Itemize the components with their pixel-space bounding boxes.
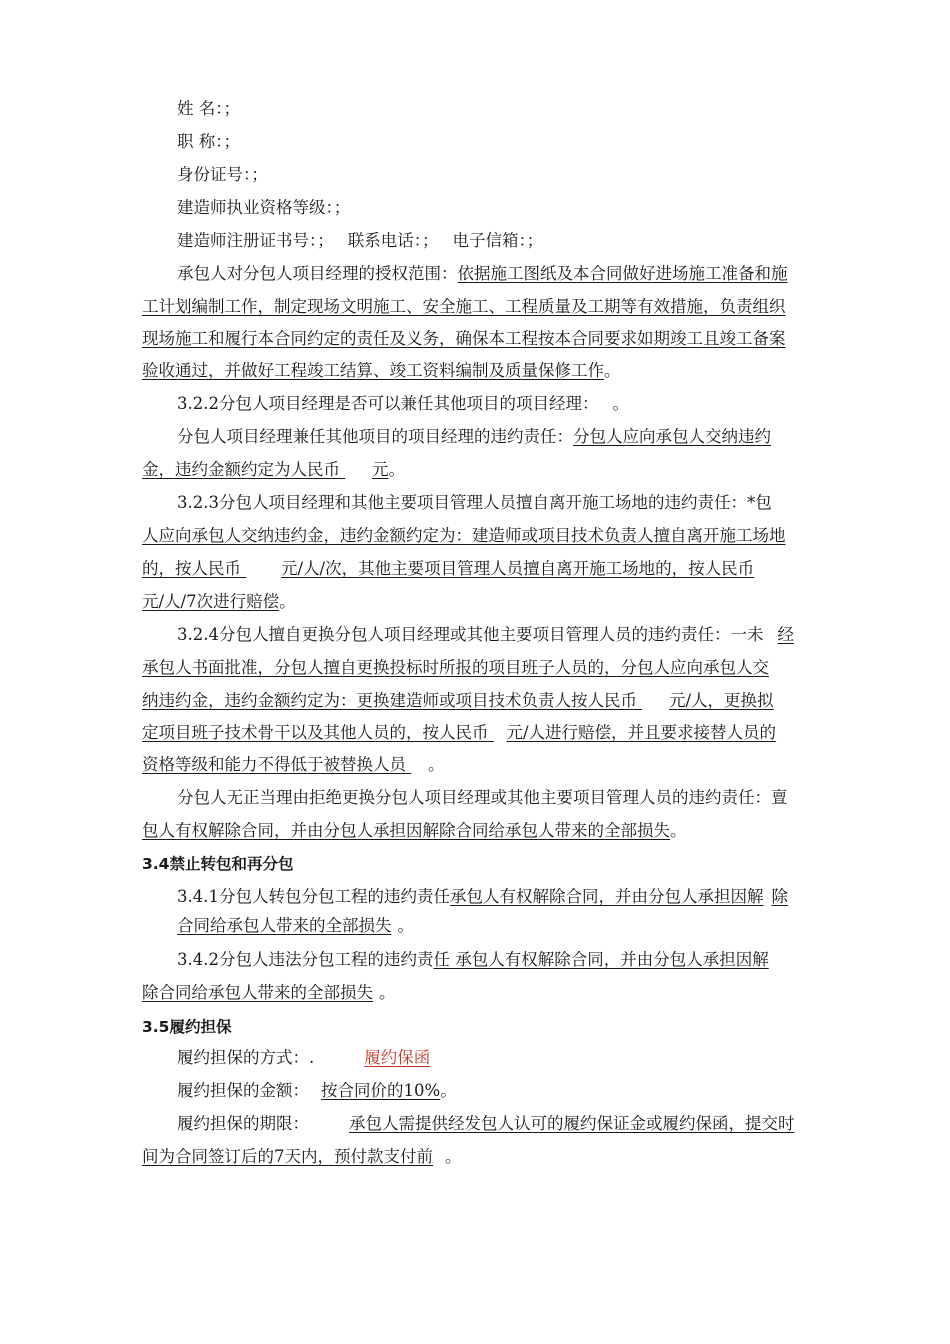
- clause-3-2-4-line-4: [142, 721, 776, 745]
- clause-3-4-2-line-1: [177, 948, 769, 972]
- liability-label: 分包人项目经理兼任其他项目的项目经理的违约责任：: [177, 427, 573, 446]
- auth-line-2: 工计划编制工作，制定现场文明施工、安全施工、工程质量及工期等有效措施，负责组织: [142, 297, 786, 316]
- clause-3-4-1-line-1: [177, 885, 788, 909]
- clause-text: 3.4.1分包人转包分包工程的违约责任: [177, 887, 450, 906]
- clause-text: 包人有权解除合同，并由分包人承担因解除合同给承包人带来的全部损失: [142, 821, 670, 840]
- guarantee-term-value: 承包人需提供经发包人认可的履约保证金或履约保函，提交时: [349, 1114, 795, 1133]
- period: 。: [440, 1081, 457, 1100]
- period: 。: [279, 592, 296, 611]
- guarantee-method-label: 履约担保的方式：.: [177, 1048, 315, 1067]
- clause-text: 3.4.2分包人违法分包工程的违约责: [177, 950, 434, 969]
- clause-3-2-2-liability-1: [177, 425, 781, 449]
- section-3-5-heading: 3.5履约担保: [142, 1018, 232, 1036]
- period: 。: [397, 916, 414, 935]
- section-3-4-heading: 3.4禁止转包和再分包: [142, 855, 294, 873]
- clause-text: 元/人进行赔偿，并且要求接替人员的: [506, 723, 777, 742]
- clause-3-2-3-line-2: 人应向承包人交纳违约金，违约金额约定为：建造师或项目技术负责人擅自离开施工场地: [142, 526, 786, 545]
- period: 。: [670, 821, 687, 840]
- contact-line: [177, 229, 543, 253]
- clause-text: 元/人/7次进行赔偿: [142, 592, 280, 611]
- clause-text: 任 承包人有权解除合同，并由分包人承担因解: [433, 950, 769, 969]
- qualification-field: 建造师执业资格等级：；: [177, 198, 351, 217]
- guarantee-amount-value: 按合同价的10%: [321, 1081, 441, 1100]
- clause-3-2-3-line-1: 3.2.3分包人项目经理和其他主要项目管理人员擅自离开施工场地的违约责任：*包: [177, 493, 772, 512]
- clause-3-2-2: [177, 392, 629, 416]
- clause-3-2-3-line-3: [142, 557, 754, 581]
- title-field: 职 称：；: [177, 132, 240, 151]
- auth-line-3: 现场施工和履行本合同约定的责任及义务，确保本工程按本合同要求如期竣工且竣工备案: [142, 329, 786, 348]
- name-field: 姓 名：；: [177, 99, 240, 118]
- clause-text: 资格等级和能力不得低于被替换人员: [142, 755, 406, 774]
- guarantee-method-value: 履约保函: [364, 1048, 431, 1067]
- auth-scope-end: 验收通过，并做好工程竣工结算、竣工资料编制及质量保修工作: [142, 361, 604, 380]
- cert-number-field: 建造师注册证书号：；: [177, 231, 334, 250]
- clause-3-4-1-line-2: [177, 914, 414, 938]
- period: 。: [445, 1147, 462, 1166]
- guarantee-term-line-2: [142, 1145, 462, 1169]
- phone-field: 联系电话：；: [347, 231, 439, 250]
- email-field: 电子信箱：；: [452, 231, 544, 250]
- clause-text: 纳违约金，违约金额约定为：更换建造师或项目技术负责人按人民币: [142, 691, 637, 710]
- clause-3-4-2-line-2: [142, 981, 396, 1005]
- auth-scope-text: 依据施工图纸及本合同做好进场施工准备和施: [457, 264, 788, 283]
- guarantee-amount-label: 履约担保的金额：: [177, 1081, 309, 1100]
- period: 。: [379, 983, 396, 1002]
- clause-text: 除合同给承包人带来的全部损失: [142, 983, 373, 1002]
- clause-3-2-4-refusal-2: [142, 819, 687, 843]
- clause-3-2-4-refusal-1: 分包人无正当理由拒绝更换分包人项目经理或其他主要项目管理人员的违约责任：亶: [177, 788, 788, 807]
- clause-3-2-4-line-2: 承包人书面批准，分包人擅自更换投标时所报的项目班子人员的，分包人应向承包人交: [142, 658, 769, 677]
- clause-text: 元/人，更换拟: [669, 691, 774, 710]
- guarantee-term-label: 履约担保的期限：: [177, 1114, 309, 1133]
- clause-3-2-4-line-1: [177, 623, 794, 647]
- auth-line-4: [142, 359, 621, 383]
- period: 。: [428, 755, 445, 774]
- clause-text: 合同给承包人带来的全部损失: [177, 916, 392, 935]
- clause-text: 经: [777, 625, 794, 644]
- guarantee-method-line: [177, 1046, 430, 1070]
- guarantee-amount-line: [177, 1079, 457, 1103]
- id-number-field: 身份证号：；: [177, 165, 268, 184]
- clause-text: 3.2.4分包人擅自更换分包人项目经理或其他主要项目管理人员的违约责任：一未: [177, 625, 764, 644]
- guarantee-term-line-1: [177, 1112, 795, 1136]
- clause-text: 定项目班子技术骨干以及其他人员的，按人民币: [142, 723, 489, 742]
- clause-text: 元/人/次，其他主要项目管理人员擅自离开施工场地的，按人民币: [281, 559, 755, 578]
- unit-text: 元: [372, 460, 389, 479]
- period: 。: [388, 460, 405, 479]
- auth-label: 承包人对分包人项目经理的授权范围：: [177, 264, 458, 283]
- liability-text: 金，违约金额约定为人民币: [142, 460, 340, 479]
- auth-line-1: [177, 262, 788, 286]
- clause-text: 除: [771, 887, 788, 906]
- period: 。: [612, 394, 629, 413]
- clause-text: 3.2.2分包人项目经理是否可以兼任其他项目的项目经理：: [177, 394, 599, 413]
- clause-3-2-4-line-5: [142, 753, 445, 777]
- clause-3-2-2-liability-2: [142, 458, 405, 482]
- period: 。: [604, 361, 621, 380]
- clause-3-2-4-line-3: [142, 689, 774, 713]
- liability-text: 分包人应向承包人交纳违约: [573, 427, 771, 446]
- clause-3-2-3-line-4: [142, 590, 296, 614]
- guarantee-term-value: 间为合同签订后的7天内，预付款支付前: [142, 1147, 433, 1166]
- clause-text: 的，按人民币: [142, 559, 241, 578]
- clause-text: 承包人有权解除合同，并由分包人承担因解: [449, 887, 764, 906]
